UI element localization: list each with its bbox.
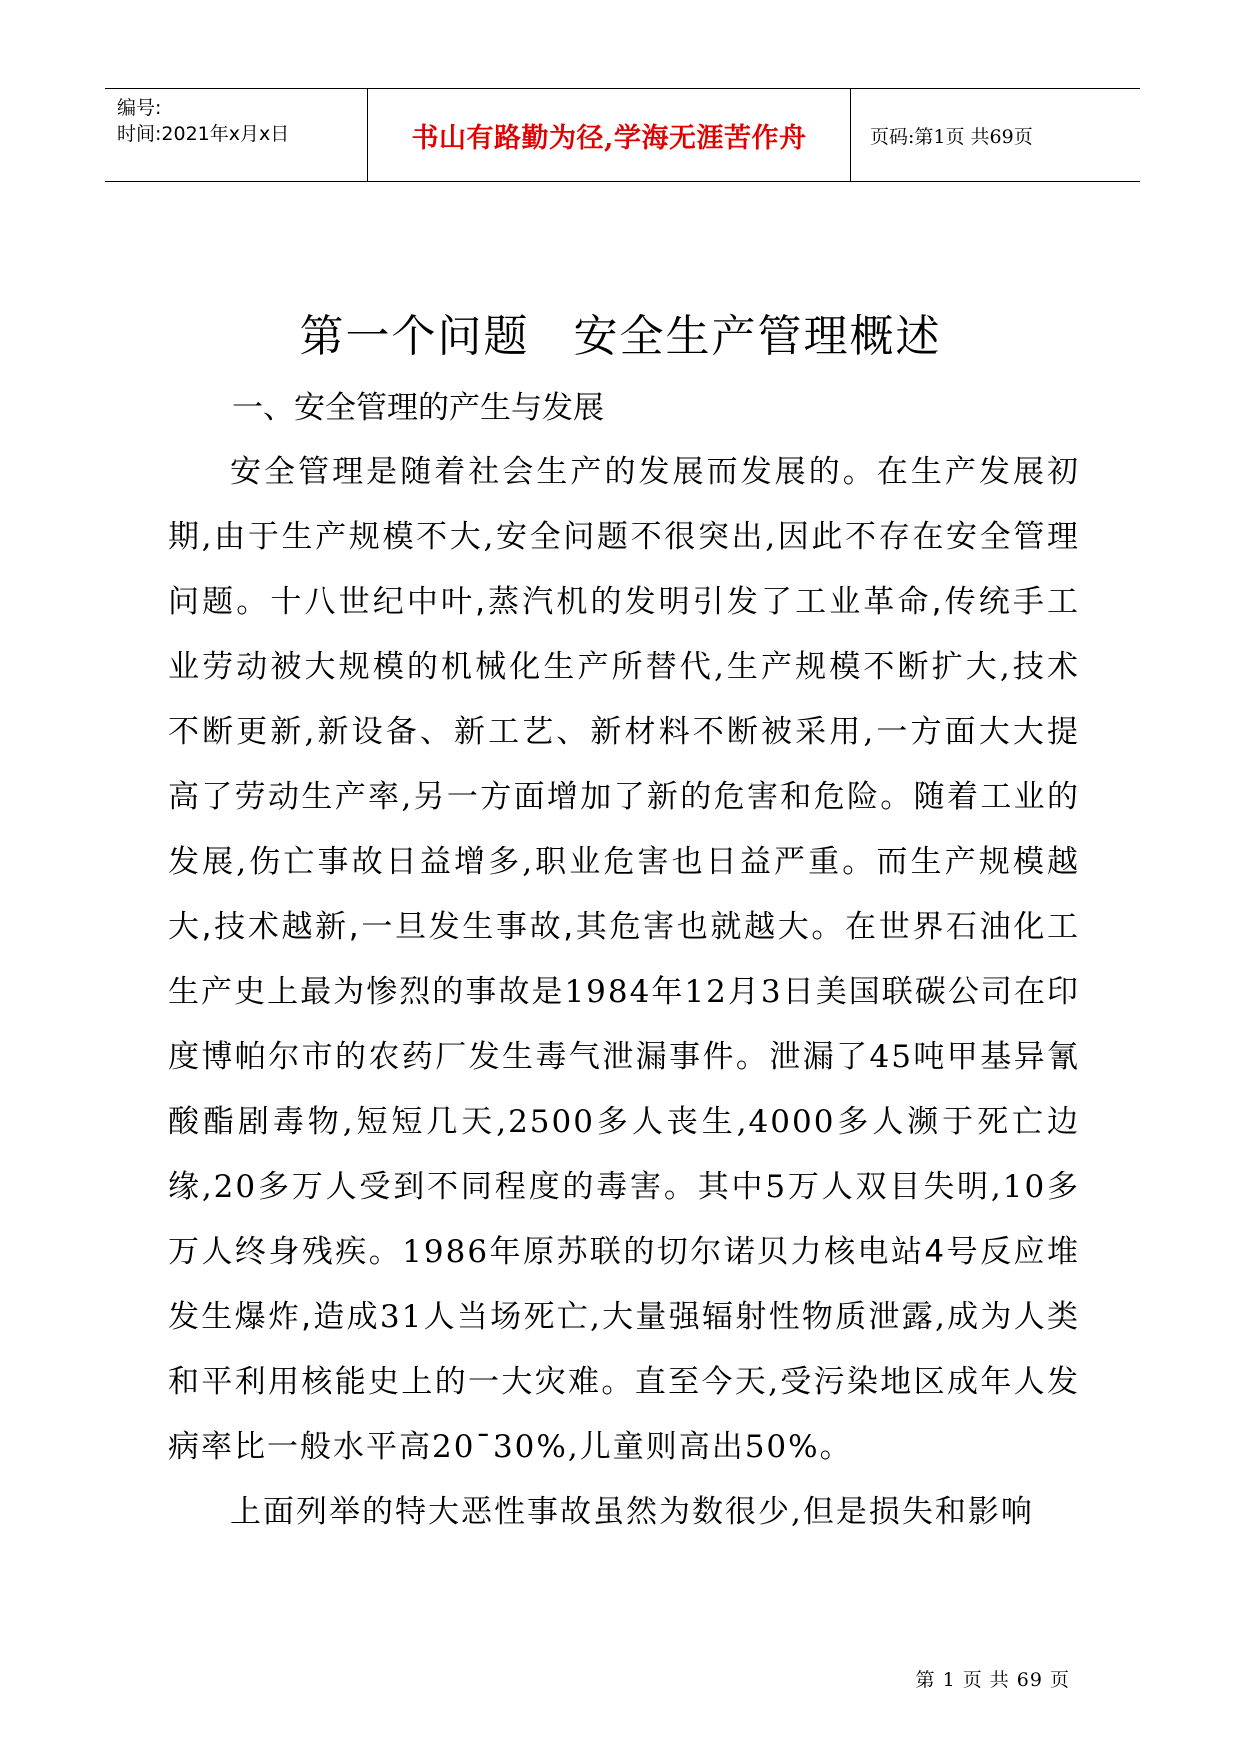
header-motto-cell (367, 89, 851, 181)
emphasized-text-run: 十八世纪中叶,蒸汽机的发明引发了工业革命, (270, 584, 944, 620)
section-heading: 一、安全管理的产生与发展 (232, 390, 604, 426)
document-title (0, 300, 1241, 364)
header-page-info: 页码:第1页 共69页 (870, 125, 1033, 148)
document-time-label: 时间:2021年x月x日 (117, 123, 290, 145)
text-run: 泄漏了45吨甲基异氰酸酯剧毒物,短短几天,2500多人丧生,4000多人濒于死亡边缘,20多万人受到不同程度的毒害。其中5万人双目失明,10多万人终身残疾。1986年 (168, 1039, 1081, 1270)
document-header (105, 88, 1140, 182)
emphasized-text-run: 印度博帕尔市的农药厂发生毒气泄漏事件。 (168, 974, 1080, 1075)
header-motto: 书山有路勤为径,学海无涯苦作舟 (411, 122, 807, 154)
text-run: 传统手工业劳动被大规模的机械化生产所替代,生产规模不断扩大,技术不断更新,新设备、新工艺、新材料不断被采用,一方面大大提高了劳动生产率,另一方面增加了新的危害和危险。随着工业的发展,伤亡事故日益增多,职业危害也日益严重。而 (168, 584, 1081, 880)
emphasized-text-run: 原苏联的切尔诺贝力核电站4号反应堆发生爆炸, (168, 1234, 1080, 1335)
header-meta (105, 89, 367, 181)
document-body (168, 440, 1080, 1545)
emphasized-text-run: 安全管理是随着社会生产的发展而发展的。 (230, 454, 877, 490)
text-run: 在世界石油化工生产史上最为惨烈的事故是1984年12月3日美国联碳公司在 (168, 909, 1080, 1010)
document-number-label: 编号: (117, 97, 162, 119)
paragraph-1 (168, 440, 1080, 1480)
title-part-2: 安全生产管理概述 (573, 311, 942, 362)
page-footer: 第 1 页 共 69 页 (915, 1669, 1070, 1691)
paragraph-2: 上面列举的特大恶性事故虽然为数很少,但是损失和影响 (230, 1494, 1034, 1530)
emphasized-text-run: 生产规模越大,技术越新,一旦发生事故,其危害也就越大。 (168, 844, 1081, 945)
text-run: 在生产发展初期,由于生产规模不大,安全问题不很突出,因此不存在安全管理问题。 (168, 454, 1081, 620)
title-part-1: 第一个问题 (299, 311, 530, 362)
header-page-cell (850, 89, 1140, 181)
text-run: 造成31人当场死亡,大量强辐射性物质泄露,成为人类和平利用核能史上的一大灾难。直至今天,受污染地区成年人发病率比一般水平高20¯30%,儿童则高出50%。 (168, 1299, 1080, 1465)
